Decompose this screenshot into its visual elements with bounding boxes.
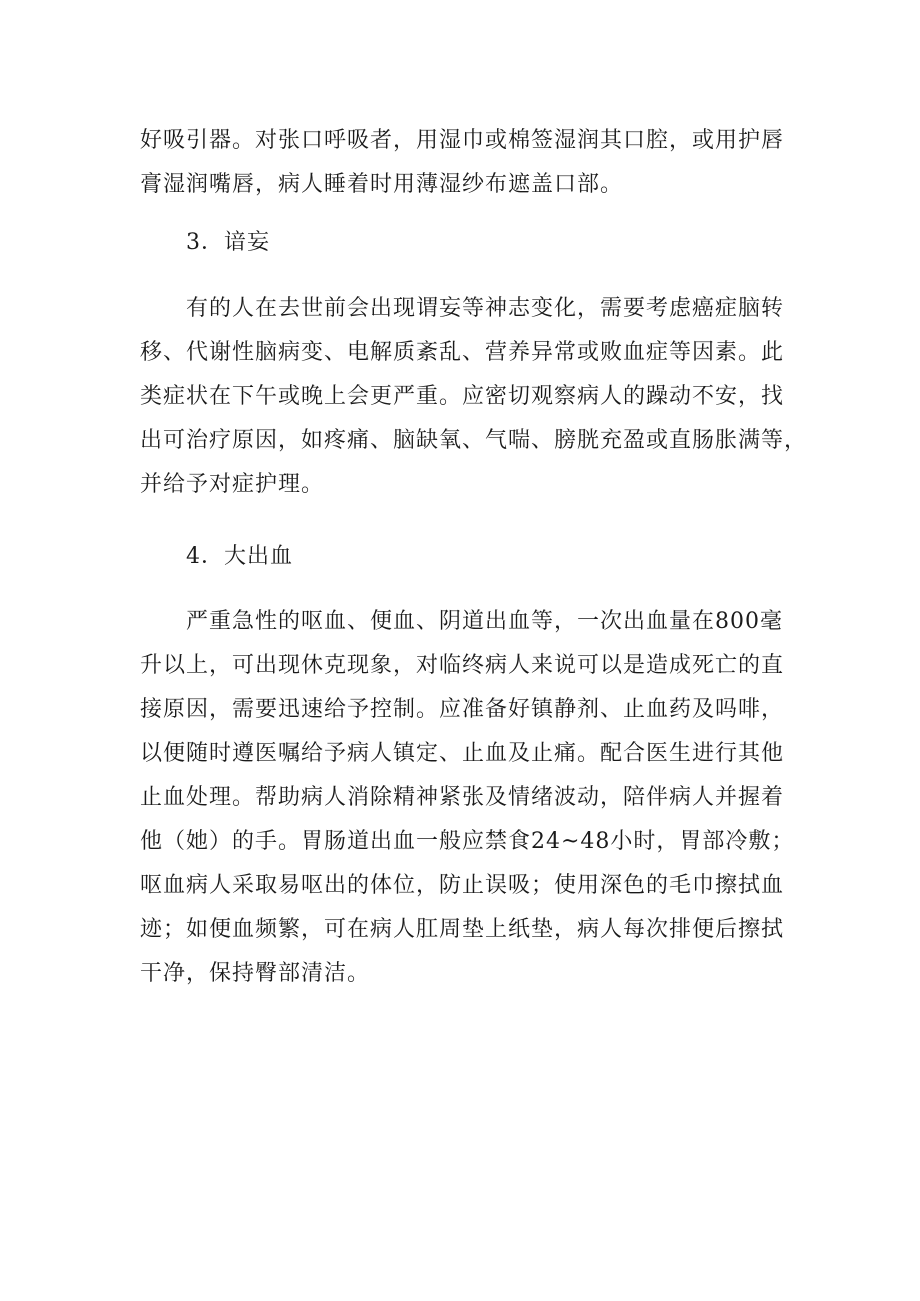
section-heading-delirium: 3．谙妄	[186, 230, 270, 255]
paragraph-line: 他（她）的手。胃肠道出血一般应禁食24~48小时，胃部冷敷；	[140, 829, 795, 854]
paragraph-line: 迹；如便血频繁，可在病人肛周垫上纸垫，病人每次排便后擦拭	[140, 917, 785, 942]
paragraph-line: 升以上，可出现休克现象，对临终病人来说可以是造成死亡的直	[140, 653, 785, 678]
paragraph-hemorrhage	[140, 600, 795, 996]
paragraph-line: 好吸引器。对张口呼吸者，用湿巾或棉签湿润其口腔，或用护唇	[140, 128, 785, 153]
paragraph-line: 以便随时遵医嘱给予病人镇定、止血及止痛。配合医生进行其他	[140, 741, 785, 766]
paragraph-line: 类症状在下午或晚上会更严重。应密切观察病人的躁动不安，找	[140, 384, 785, 409]
paragraph-line: 膏湿润嘴唇，病人睡着时用薄湿纱布遮盖口部。	[140, 172, 624, 197]
paragraph-line: 有的人在去世前会出现谓妄等神志变化，需要考虑癌症脑转	[186, 296, 785, 321]
paragraph-line: 出可治疗原因，如疼痛、脑缺氧、气喘、膀胱充盈或直肠胀满等，	[140, 428, 808, 453]
paragraph-line: 并给予对症护理。	[140, 472, 325, 497]
paragraph-line: 移、代谢性脑病变、电解质紊乱、营养异常或败血症等因素。此	[140, 340, 785, 365]
paragraph-oral-care	[140, 119, 788, 207]
paragraph-line: 止血处理。帮助病人消除精神紧张及情绪波动，陪伴病人并握着	[140, 785, 785, 810]
paragraph-line: 严重急性的呕血、便血、阴道出血等，一次出血量在800毫	[186, 609, 783, 634]
paragraph-line: 干净，保持臀部清洁。	[140, 961, 371, 986]
paragraph-delirium	[140, 287, 808, 507]
paragraph-line: 呕血病人采取易呕出的体位，防止误吸；使用深色的毛巾擦拭血	[140, 873, 785, 898]
section-heading-hemorrhage: 4．大出血	[186, 544, 293, 569]
paragraph-line: 接原因，需要迅速给予控制。应准备好镇静剂、止血药及吗啡，	[140, 697, 785, 722]
